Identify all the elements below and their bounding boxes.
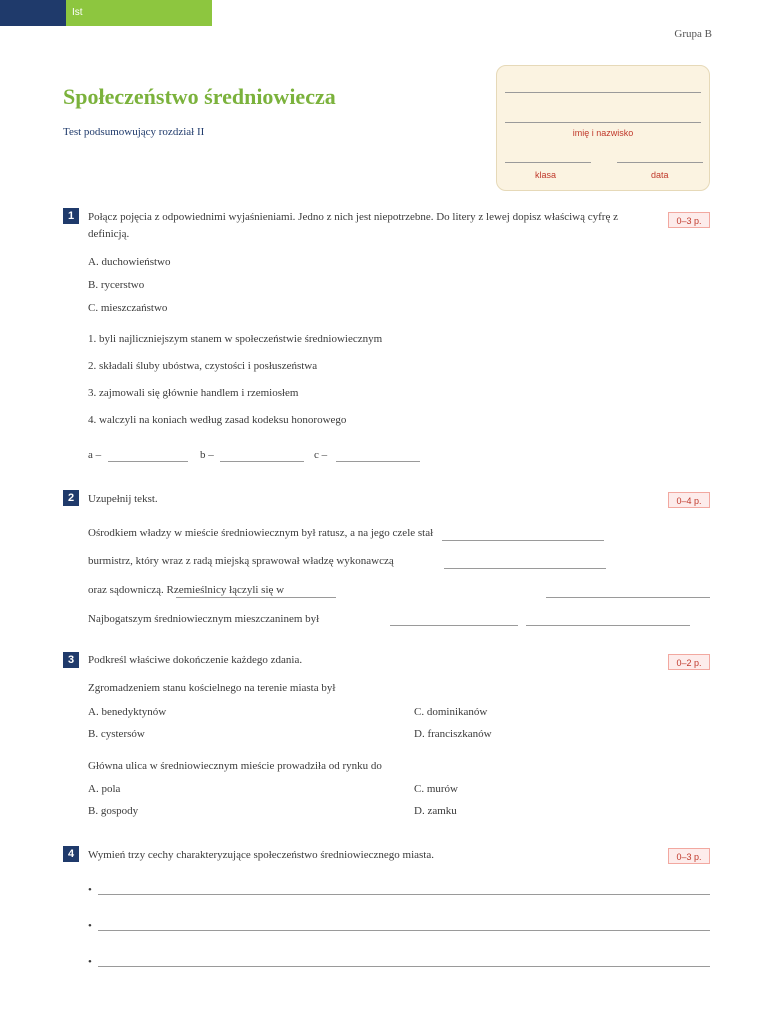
task-points-1: 0–3 p. (668, 212, 710, 228)
option-a: A. duchowieństwo (88, 256, 171, 268)
gap-text-line-2: burmistrz, który wraz z radą miejską sprawował władzę wykonawczą (88, 555, 394, 567)
q2-option-d[interactable]: D. zamku (414, 805, 457, 817)
date-line[interactable] (617, 162, 703, 163)
page-subtitle: Test podsumowujący rozdział II (63, 126, 205, 138)
gap-text-line-1: Ośrodkiem władzy w mieście średniowiecznym był ratusz, a na jego czele stał (88, 527, 434, 539)
page-title: Społeczeństwo średniowiecza (63, 84, 336, 109)
answer-line-c[interactable] (336, 461, 420, 462)
gap-fill-6[interactable] (526, 625, 690, 626)
gap-fill-2[interactable] (444, 568, 606, 569)
answer-line-4-2[interactable] (98, 930, 710, 931)
answer-line-b[interactable] (220, 461, 304, 462)
gap-fill-1[interactable] (442, 540, 604, 541)
q2-option-b[interactable]: B. gospody (88, 805, 139, 817)
task-points-3: 0–2 p. (668, 654, 710, 670)
gap-fill-3[interactable] (176, 597, 336, 598)
gap-fill-5[interactable] (390, 625, 518, 626)
definition-2: 2. składali śluby ubóstwa, czystości i posłuszeństwa (88, 360, 318, 372)
answer-label-b: b – (200, 449, 214, 461)
date-label: data (651, 170, 669, 180)
answer-line-4-3[interactable] (98, 966, 710, 967)
answer-label-c: c – (314, 449, 328, 461)
task-number-3: 3 (63, 652, 79, 668)
q1-option-b[interactable]: B. cystersów (88, 728, 145, 740)
name-label: imię i nazwisko (572, 128, 634, 138)
task-number-1: 1 (63, 208, 79, 224)
q1-option-c[interactable]: C. dominikanów (414, 706, 488, 718)
definition-4: 4. walczyli na koniach według zasad kodeksu honorowego (88, 414, 347, 426)
definition-1: 1. byli najliczniejszym stanem w społeczeństwie średniowiecznym (88, 333, 383, 345)
answer-line-4-1[interactable] (98, 894, 710, 895)
task-prompt-1: Połącz pojęcia z odpowiednimi wyjaśnieniami. Jedno z nich jest niepotrzebne. Do litery z lewej dopisz właściwą cyfrę z definicją. (88, 211, 618, 240)
question-2: Główna ulica w średniowiecznym mieście prowadziła od rynku do (88, 760, 382, 772)
bullet-1: • (88, 884, 92, 896)
option-c: C. mieszczaństwo (88, 302, 168, 314)
q2-option-a[interactable]: A. pola (88, 783, 121, 795)
definition-3: 3. zajmowali się głównie handlem i rzemiosłem (88, 387, 299, 399)
top-bar (0, 0, 212, 26)
top-bar-tab: Ist (66, 0, 212, 26)
task-prompt-2: Uzupełnij tekst. (88, 493, 158, 505)
task-points-2: 0–4 p. (668, 492, 710, 508)
group-label: Grupa B (674, 28, 712, 40)
answer-label-a: a – (88, 449, 102, 461)
gap-text-line-3: oraz sądowniczą. Rzemieślnicy łączyli się w (88, 584, 285, 596)
task-prompt-4: Wymień trzy cechy charakteryzujące społeczeństwo średniowiecznego miasta. (88, 849, 434, 861)
option-b: B. rycerstwo (88, 279, 145, 291)
q1-option-d[interactable]: D. franciszkanów (414, 728, 492, 740)
task-points-4: 0–3 p. (668, 848, 710, 864)
question-1: Zgromadzeniem stanu kościelnego na terenie miasta był (88, 682, 336, 694)
task-number-4: 4 (63, 846, 79, 862)
name-line-2[interactable] (505, 122, 701, 123)
gap-fill-4[interactable] (546, 597, 710, 598)
top-bar-navy-block (0, 0, 66, 26)
student-info-box (496, 65, 710, 191)
class-label: klasa (535, 170, 557, 180)
q1-option-a[interactable]: A. benedyktynów (88, 706, 167, 718)
answer-line-a[interactable] (108, 461, 188, 462)
task-number-2: 2 (63, 490, 79, 506)
task-prompt-3: Podkreśl właściwe dokończenie każdego zdania. (88, 654, 303, 666)
q2-option-c[interactable]: C. murów (414, 783, 458, 795)
bullet-2: • (88, 920, 92, 932)
bullet-3: • (88, 956, 92, 968)
name-line-1[interactable] (505, 92, 701, 93)
class-line[interactable] (505, 162, 591, 163)
gap-text-line-4: Najbogatszym średniowiecznym mieszczaninem był (88, 613, 320, 625)
